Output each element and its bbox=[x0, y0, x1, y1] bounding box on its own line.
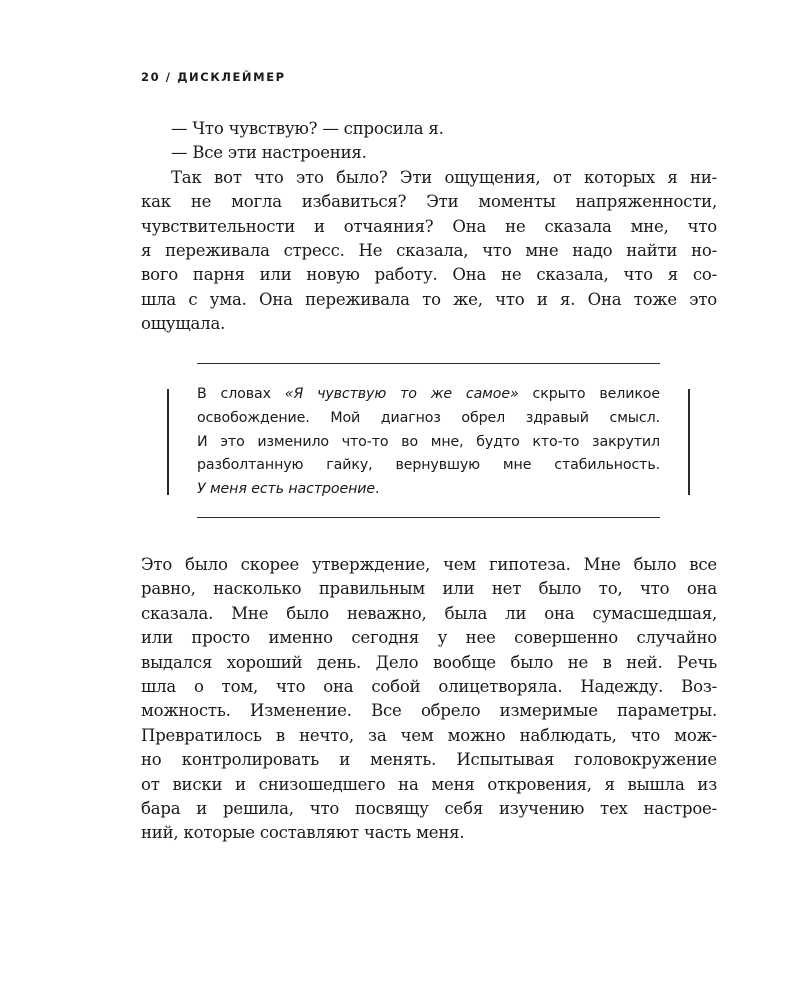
text-line: шла о том, что она собой олицетворяла. Надежду. Воз- bbox=[141, 676, 717, 696]
quote-line: освобождение. Мой диагноз обрел здравый смысл. bbox=[197, 409, 660, 426]
text-line: — Все эти настроения. bbox=[171, 143, 367, 163]
text-line: бара и решила, что посвящу себя изучению тех настрое- bbox=[141, 798, 717, 818]
text-line: но контролировать и менять. Испытывая головокружение bbox=[141, 750, 717, 770]
quote-emphasis: «Я чувствую то же самое» bbox=[284, 386, 519, 402]
text-line: от виски и снизошедшего на меня откровения, я вышла из bbox=[141, 774, 717, 794]
text-line: шла с ума. Она переживала то же, что и я. Она тоже это bbox=[141, 289, 717, 309]
pull-quote-text bbox=[197, 383, 660, 502]
quote-emphasis: У меня есть настроение bbox=[197, 481, 376, 498]
quote-line: В словах «Я чувствую то же самое» скрыто великое bbox=[197, 386, 660, 402]
text-line: чувствительности и отчаяния? Она не сказала мне, что bbox=[141, 216, 717, 236]
text-line: Это было скорее утверждение, чем гипотеза. Мне было все bbox=[141, 555, 717, 574]
text-line: можность. Изменение. Все обрело измеримые параметры. bbox=[141, 701, 717, 721]
text-line: — Что чувствую? — спросила я. bbox=[171, 119, 444, 138]
text-line: сказала. Мне было неважно, была ли она сумасшедшая, bbox=[141, 603, 717, 623]
pull-quote-top-rule bbox=[197, 363, 660, 364]
text-line: я переживала стресс. Не сказала, что мне надо найти но- bbox=[141, 240, 717, 260]
quote-line: У меня есть настроение. bbox=[197, 481, 380, 498]
quote-line: И это изменило что-то во мне, будто кто-то закрутил bbox=[197, 433, 660, 450]
pull-quote bbox=[167, 353, 690, 528]
text-line: как не могла избавиться? Эти моменты напряженности, bbox=[141, 192, 717, 212]
pull-quote-left-bar bbox=[167, 389, 169, 495]
text-line: равно, насколько правильным или нет было то, что она bbox=[141, 579, 717, 599]
text-line: ний, которые составляют часть меня. bbox=[141, 823, 465, 843]
quote-line: разболтанную гайку, вернувшую мне стабильность. bbox=[197, 457, 660, 474]
text-line: вого парня или новую работу. Она не сказала, что я со- bbox=[141, 265, 717, 285]
running-head: 20 / ДИСКЛЕЙМЕР bbox=[141, 70, 286, 84]
body-text-bottom bbox=[141, 553, 717, 846]
text-line: или просто именно сегодня у нее совершенно случайно bbox=[141, 628, 717, 648]
text-line: Так вот что это было? Эти ощущения, от которых я ни- bbox=[171, 167, 717, 187]
text-line: Превратилось в нечто, за чем можно наблюдать, что мож- bbox=[141, 725, 717, 745]
pull-quote-bottom-rule bbox=[197, 517, 660, 518]
text-line: выдался хороший день. Дело вообще было не в ней. Речь bbox=[141, 652, 717, 672]
pull-quote-right-bar bbox=[688, 389, 690, 495]
text-line: ощущала. bbox=[141, 314, 226, 334]
body-text-top bbox=[141, 117, 717, 337]
